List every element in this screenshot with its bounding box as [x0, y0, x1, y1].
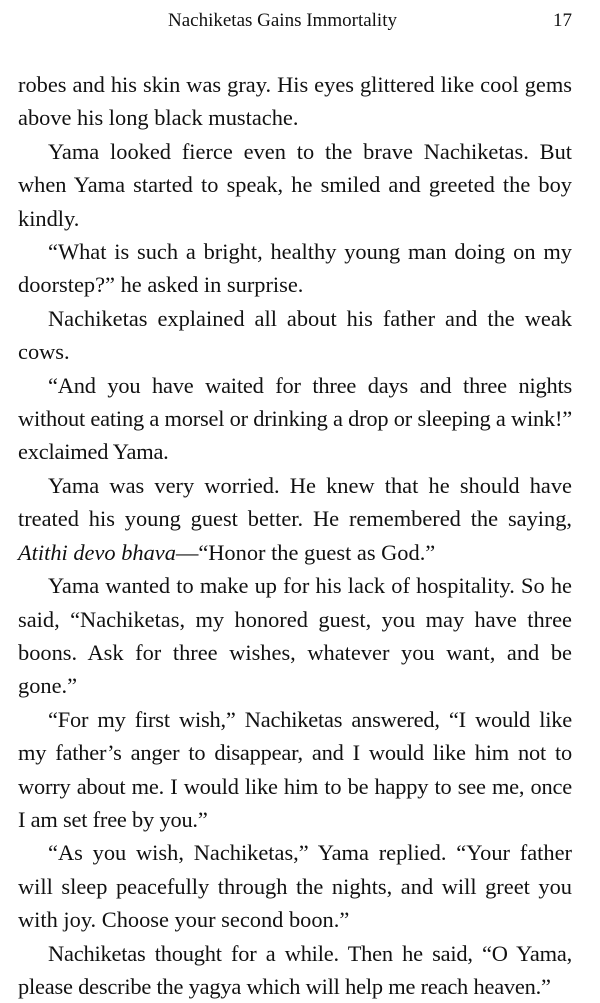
paragraph-3: “What is such a bright, healthy young man doing on my doorstep?” he asked in surprise.	[18, 239, 572, 298]
paragraph-4: Nachiketas explained all about his father and the weak cows.	[18, 305, 572, 365]
paragraph-9: “As you wish, Nachiketas,” Yama replied. “Your father will sleep peacefully through the nights, and will greet you with joy. Choose your second boon.”	[18, 840, 572, 933]
sanskrit-saying: Atithi devo bhava	[18, 539, 176, 565]
paragraph-7: Yama wanted to make up for his lack of hospitality. So he said, “Nachiketas, my honored guest, you may have three boons. Ask for three wishes, whatever you want, and be gone.”	[18, 573, 572, 699]
paragraph-10: Nachiketas thought for a while. Then he said, “O Yama, please describe the yagya which will help me reach heaven.”	[18, 940, 572, 999]
paragraph-6	[18, 469, 572, 569]
paragraph-6-text-after: —“Honor the guest as God.”	[175, 539, 436, 565]
paragraph-8: “For my first wish,” Nachiketas answered, “I would like my father’s anger to disappear, and I would like him not to worry about me. I would like him to be happy to see me, once I am set free by you.”	[18, 706, 572, 832]
paragraph-6-text-before: Yama was very worried. He knew that he should have treated his young guest better. He remembered the saying,	[18, 472, 572, 532]
running-header	[18, 8, 572, 34]
paragraph-2: Yama looked fierce even to the brave Nachiketas. But when Yama started to speak, he smiled and greeted the boy kindly.	[18, 138, 572, 231]
running-title: Nachiketas Gains Immortality	[168, 10, 397, 31]
paragraph-1: robes and his skin was gray. His eyes glittered like cool gems above his long black mustache.	[18, 72, 572, 131]
paragraph-5: “And you have waited for three days and three nights without eating a morsel or drinking a drop or sleeping a wink!” exclaimed Yama.	[18, 372, 572, 465]
body-text	[18, 68, 572, 1003]
page-number: 17	[553, 10, 572, 31]
